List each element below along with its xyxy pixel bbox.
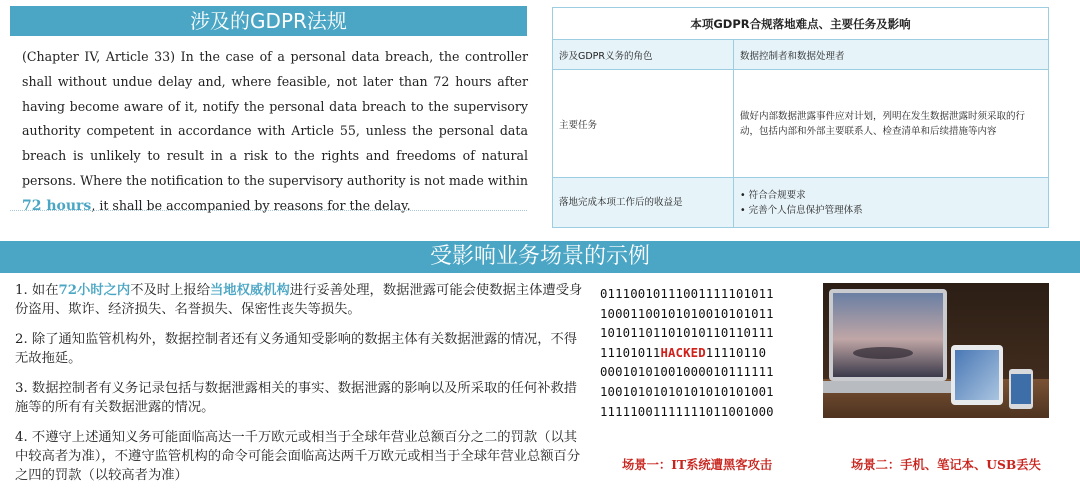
- table-row-value-roles: 数据控制者和数据处理者: [734, 40, 1049, 70]
- table-row-label-benefits: 落地完成本项工作后的收益是: [553, 178, 734, 228]
- article-text-after: , it shall be accompanied by reasons for the delay.: [91, 197, 411, 213]
- binary-line-hacked: [600, 344, 822, 364]
- scenario-item-2: 2. 除了通知监管机构外，数据控制者还有义务通知受影响的数据主体有关数据泄露的情况，不得无故拖延。: [15, 332, 578, 366]
- binary-line: 10101101101010110110111: [600, 326, 774, 341]
- benefit-bullet: • 完善个人信息保护管理体系: [740, 204, 863, 216]
- section-divider: [10, 210, 527, 211]
- article-highlight-72-hours: 72 hours: [22, 197, 92, 214]
- table-title: 本项GDPR合规落地难点、主要任务及影响: [553, 8, 1049, 40]
- caption-scenario-2: 场景二：手机、笔记本、USB丢失: [851, 457, 1041, 472]
- gdpr-article-text: [22, 45, 528, 219]
- binary-fragment: 11110110: [705, 345, 767, 360]
- caption-scenario-1: 场景一：IT系统遭黑客攻击: [622, 457, 773, 472]
- scenario-text: 进行妥善处理，数据泄露可能会使数据主体遭受身份盗用、欺诈、经济损失、名誉损失、保密性丧失等损失。: [15, 283, 583, 317]
- phone-icon: [1009, 369, 1033, 409]
- scenario-highlight-72-hours: 72小时之内: [58, 283, 131, 298]
- binary-line: 00010101001000010111111: [600, 365, 774, 380]
- scenario-item-4: 4. 不遵守上述通知义务可能面临高达一千万欧元或相当于全球年营业总额百分之二的罚款（以其中较高者为准），不遵守监管机构的命令可能会面临高达两千万欧元或相当于全球年营业总额百分之四的罚款（以较高者为准）: [15, 430, 581, 483]
- binary-hacked-graphic: [600, 285, 822, 422]
- scenario-text: 1. 如在: [15, 283, 59, 298]
- scenario-highlight-local-authority: 当地权威机构: [210, 283, 290, 298]
- scenario-text: 不及时上报给: [130, 283, 210, 298]
- section-banner-gdpr-regulation: 涉及的GDPR法规: [10, 6, 527, 36]
- binary-line: 01110010111001111101011: [600, 287, 774, 301]
- article-text-before: (Chapter IV, Article 33) In the case of a personal data breach, the controller shall without undue delay and, where feasible, not later than 72 hours after having become aware of it, notify the personal data breach to the supervisory authority competent in accordance with Article 55, unless the personal data breach is unlikely to result in a risk to the rights and freedoms of natural persons. Where the notification to the supervisory authority is not made within: [22, 49, 528, 188]
- binary-line: 11111001111111011001000: [600, 404, 774, 419]
- scenario-item-1: [15, 281, 583, 319]
- hacked-word: HACKED: [660, 345, 706, 360]
- binary-line: 10010101010101010101001: [600, 384, 774, 399]
- table-row-label-roles: 涉及GDPR义务的角色: [553, 40, 734, 70]
- tablet-icon: [951, 345, 1003, 405]
- laptop-icon: [823, 289, 961, 393]
- scenario-item-3: 3. 数据控制者有义务记录包括与数据泄露相关的事实、数据泄露的影响以及所采取的任何补救措施等的所有有关数据泄露的情况。: [15, 381, 578, 415]
- table-row-label-main-tasks: 主要任务: [553, 70, 734, 178]
- table-row-value-main-tasks: 做好内部数据泄露事件应对计划，列明在发生数据泄露时须采取的行动，包括内部和外部主要联系人、检查清单和后续措施等内容: [734, 70, 1049, 178]
- table-row-value-benefits: [734, 178, 1049, 228]
- benefit-bullet: • 符合合规要求: [740, 189, 806, 201]
- binary-fragment: 11101011: [600, 345, 661, 360]
- gdpr-compliance-table: [552, 7, 1049, 228]
- section-banner-business-scenarios: 受影响业务场景的示例: [0, 241, 1080, 273]
- binary-line: 10001100101010010101011: [600, 306, 774, 321]
- devices-photo: [823, 283, 1049, 418]
- scenario-list: [15, 281, 583, 496]
